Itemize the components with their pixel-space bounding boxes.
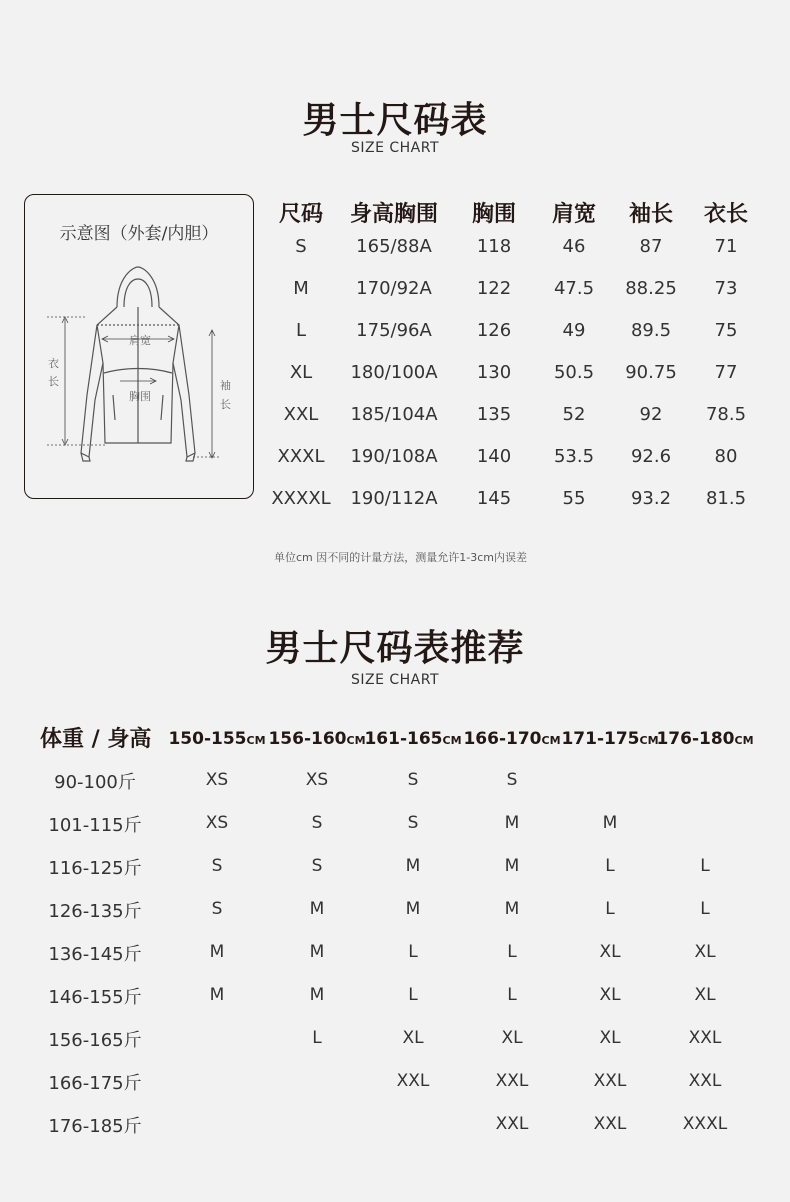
size-cell: 90.75 <box>625 362 677 383</box>
size-header-1: 身高胸围 <box>349 202 439 227</box>
height-range: 171-175 <box>561 729 640 749</box>
chest-label: 胸围 <box>129 390 151 403</box>
size-cell: 190/112A <box>350 488 438 509</box>
size-cell: 170/92A <box>356 278 432 299</box>
recommend-size-cell: S <box>211 899 223 919</box>
recommend-size-cell: L <box>507 985 517 1005</box>
recommend-size-cell: L <box>605 899 615 919</box>
shoulder-label: 肩宽 <box>129 334 151 347</box>
height-range: 150-155 <box>168 729 247 749</box>
height-header-2 <box>364 729 461 749</box>
recommend-size-cell: S <box>506 770 518 790</box>
height-header-1 <box>268 729 365 749</box>
recommend-size-cell: XL <box>402 1028 424 1048</box>
weight-label: 136-145斤 <box>48 944 142 965</box>
recommend-size-cell: S <box>311 856 323 876</box>
size-cell: M <box>293 278 309 299</box>
weight-label: 90-100斤 <box>54 772 136 793</box>
recommend-size-cell: M <box>504 856 520 876</box>
recommend-size-cell: M <box>309 899 325 919</box>
recommend-size-cell: L <box>605 856 615 876</box>
size-cell: 180/100A <box>350 362 438 383</box>
height-unit: CM <box>541 734 561 747</box>
height-range: 156-160 <box>268 729 347 749</box>
jacket-diagram <box>24 194 254 499</box>
recommend-size-cell: XXXL <box>682 1114 728 1134</box>
recommend-size-cell: S <box>407 770 419 790</box>
weight-label: 146-155斤 <box>48 987 142 1008</box>
recommend-size-cell: XS <box>205 813 229 833</box>
size-cell: XXXXL <box>271 488 331 509</box>
recommend-size-cell: M <box>309 942 325 962</box>
size-cell: 77 <box>714 362 738 383</box>
recommend-size-cell: XL <box>599 942 621 962</box>
size-cell: 93.2 <box>630 488 672 509</box>
recommend-size-cell: XXL <box>495 1114 529 1134</box>
height-range: 166-170 <box>463 729 542 749</box>
size-cell: 87 <box>639 236 663 257</box>
size-cell: S <box>295 236 307 257</box>
size-cell: 135 <box>476 404 512 425</box>
recommend-size-cell: XS <box>205 770 229 790</box>
size-cell: 78.5 <box>705 404 747 425</box>
size-cell: XXXL <box>277 446 325 467</box>
size-cell: 92 <box>639 404 663 425</box>
recommend-size-cell: M <box>209 942 225 962</box>
length-label-1: 衣 <box>48 357 59 370</box>
weight-label: 126-135斤 <box>48 901 142 922</box>
weight-label: 101-115斤 <box>48 815 142 836</box>
height-range: 176-180 <box>656 729 735 749</box>
measurement-note: 单位cm 因不同的计量方法，测量允许1-3cm内误差 <box>274 551 527 564</box>
height-unit: CM <box>246 734 266 747</box>
size-cell: 88.25 <box>625 278 677 299</box>
size-cell: 81.5 <box>705 488 747 509</box>
recommend-size-cell: XL <box>599 1028 621 1048</box>
height-unit: CM <box>346 734 366 747</box>
weight-height-corner: 体重 / 身高 <box>40 727 152 752</box>
length-label-2: 长 <box>48 375 59 388</box>
recommend-size-cell: L <box>312 1028 322 1048</box>
size-header-5: 衣长 <box>703 202 749 227</box>
size-cell: 118 <box>476 236 512 257</box>
weight-label: 156-165斤 <box>48 1030 142 1051</box>
recommend-size-cell: L <box>700 856 710 876</box>
recommend-size-cell: M <box>504 813 520 833</box>
size-cell: 130 <box>476 362 512 383</box>
recommend-size-cell: M <box>504 899 520 919</box>
recommend-size-cell: M <box>209 985 225 1005</box>
height-unit: CM <box>442 734 462 747</box>
height-header-0 <box>168 729 265 749</box>
diagram-caption: 示意图（外套/内胆） <box>59 224 219 244</box>
height-unit: CM <box>734 734 754 747</box>
size-cell: 52 <box>562 404 586 425</box>
recommend-size-cell: XL <box>501 1028 523 1048</box>
sleeve-label-2: 长 <box>220 398 231 411</box>
recommend-size-cell: XXL <box>688 1028 722 1048</box>
size-cell: 55 <box>562 488 586 509</box>
weight-label: 166-175斤 <box>48 1073 142 1094</box>
recommend-size-cell: XXL <box>688 1071 722 1091</box>
size-chart-subtitle: SIZE CHART <box>350 140 440 156</box>
height-header-4 <box>561 729 658 749</box>
size-cell: 165/88A <box>356 236 432 257</box>
size-cell: 53.5 <box>553 446 595 467</box>
size-header-3: 肩宽 <box>551 202 597 227</box>
recommend-size-cell: S <box>311 813 323 833</box>
recommend-size-cell: M <box>405 899 421 919</box>
size-cell: 92.6 <box>630 446 672 467</box>
height-header-3 <box>463 729 560 749</box>
size-header-0: 尺码 <box>278 202 324 227</box>
size-cell: 50.5 <box>553 362 595 383</box>
jacket-outline-icon <box>25 195 255 500</box>
size-cell: L <box>295 320 307 341</box>
recommend-size-cell: XL <box>694 942 716 962</box>
recommend-size-cell: S <box>211 856 223 876</box>
size-chart-title: 男士尺码表 <box>302 100 488 141</box>
size-cell: 175/96A <box>356 320 432 341</box>
recommend-size-cell: XL <box>599 985 621 1005</box>
weight-label: 116-125斤 <box>48 858 142 879</box>
size-cell: 89.5 <box>630 320 672 341</box>
recommend-size-cell: XXL <box>396 1071 430 1091</box>
size-cell: 46 <box>562 236 586 257</box>
size-cell: 47.5 <box>553 278 595 299</box>
recommend-size-cell: M <box>309 985 325 1005</box>
size-cell: 73 <box>714 278 738 299</box>
recommend-title: 男士尺码表推荐 <box>265 628 525 669</box>
size-cell: 126 <box>476 320 512 341</box>
recommend-size-cell: L <box>507 942 517 962</box>
recommend-size-cell: XXL <box>593 1114 627 1134</box>
height-unit: CM <box>639 734 659 747</box>
size-cell: 80 <box>714 446 738 467</box>
recommend-size-cell: XXL <box>593 1071 627 1091</box>
recommend-size-cell: XXL <box>495 1071 529 1091</box>
size-cell: 145 <box>476 488 512 509</box>
size-cell: XL <box>289 362 313 383</box>
recommend-subtitle: SIZE CHART <box>350 672 440 688</box>
weight-label: 176-185斤 <box>48 1116 142 1137</box>
size-cell: 49 <box>562 320 586 341</box>
size-header-4: 袖长 <box>628 202 674 227</box>
recommend-size-cell: S <box>407 813 419 833</box>
sleeve-label-1: 袖 <box>220 379 231 392</box>
size-cell: 190/108A <box>350 446 438 467</box>
size-cell: 71 <box>714 236 738 257</box>
recommend-size-cell: L <box>408 985 418 1005</box>
size-cell: 185/104A <box>350 404 438 425</box>
height-range: 161-165 <box>364 729 443 749</box>
height-header-5 <box>656 729 753 749</box>
recommend-size-cell: XL <box>694 985 716 1005</box>
size-cell: XXL <box>283 404 319 425</box>
size-cell: 122 <box>476 278 512 299</box>
recommend-size-cell: L <box>408 942 418 962</box>
recommend-size-cell: L <box>700 899 710 919</box>
recommend-size-cell: XS <box>305 770 329 790</box>
recommend-size-cell: M <box>602 813 618 833</box>
recommend-size-cell: M <box>405 856 421 876</box>
size-cell: 140 <box>476 446 512 467</box>
size-cell: 75 <box>714 320 738 341</box>
size-header-2: 胸围 <box>471 202 517 227</box>
